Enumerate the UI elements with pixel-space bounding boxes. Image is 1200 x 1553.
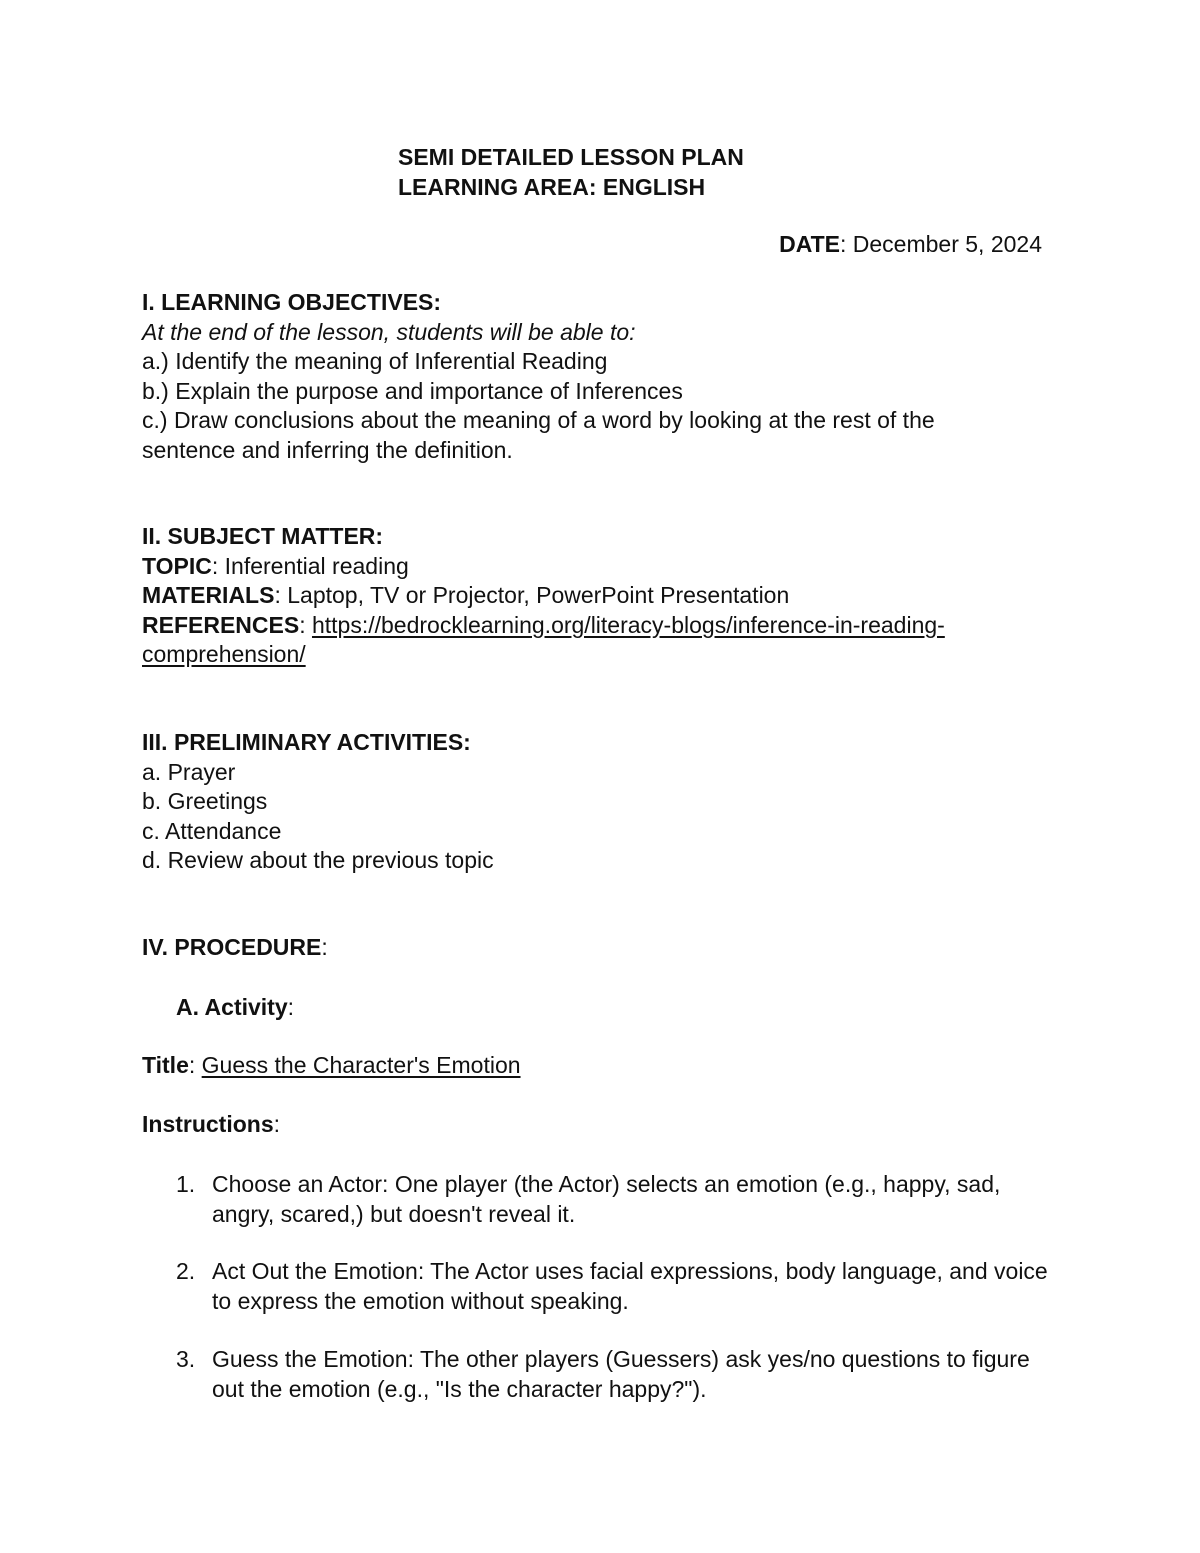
preliminary-section [142,728,1062,876]
objective-item: a.) Identify the meaning of Inferential Reading [142,348,608,375]
preliminary-item: a. Prayer [142,758,236,785]
objectives-section [142,288,1062,466]
instructions-wrap [142,1110,1062,1140]
activity-subheading [176,993,294,1023]
preliminary-item: d. Review about the previous topic [142,847,494,874]
step-text: Choose an Actor: One player (the Actor) selects an emotion (e.g., happy, sad, angry, scared,) but doesn't reveal it. [212,1171,1001,1227]
activity-title-separator: : [188,1052,202,1078]
reference-link-continued[interactable]: comprehension/ [142,641,306,668]
document-title-block [398,142,744,202]
date-value: December 5, 2024 [846,231,1042,257]
materials-label: MATERIALS [142,582,275,609]
step-text: Act Out the Emotion: The Actor uses facial expressions, body language, and voice to express the emotion without speaking. [212,1258,1048,1314]
topic-line [142,552,1062,582]
references-label: REFERENCES [142,611,300,638]
topic-label: TOPIC [142,552,212,579]
date-separator: : [839,231,847,257]
objective-item: b.) Explain the purpose and importance of Inferences [142,377,683,404]
document-title: SEMI DETAILED LESSON PLAN [398,144,744,170]
procedure-heading-separator: : [321,934,328,960]
reference-link[interactable]: https://bedrocklearning.org/literacy-blogs/inference-in-reading- [311,611,945,638]
objectives-heading: I. LEARNING OBJECTIVES: [142,289,442,315]
activity-title-wrap [142,1051,1062,1081]
objective-item: c.) Draw conclusions about the meaning of a word by looking at the rest of the [142,407,935,434]
preliminary-item: b. Greetings [142,788,268,815]
step-number: 1. [176,1171,196,1197]
date-line [779,230,1042,260]
preliminary-heading: III. PRELIMINARY ACTIVITIES: [142,729,471,755]
step-text: Guess the Emotion: The other players (Guessers) ask yes/no questions to figure out the emotion (e.g., "Is the character happy?"). [212,1346,1030,1402]
activity-title-value: Guess the Character's Emotion [201,1052,521,1078]
references-separator: : [299,611,312,638]
procedure-heading: IV. PROCEDURE [142,934,322,960]
subject-matter-section [142,522,1062,670]
objectives-intro: At the end of the lesson, students will be able to: [142,318,636,345]
procedure-heading-wrap [142,933,1062,963]
subject-matter-heading: II. SUBJECT MATTER: [142,523,384,549]
learning-area: LEARNING AREA: ENGLISH [398,174,706,200]
activity-title-label: Title [142,1052,189,1078]
procedure-heading-line [142,933,1062,963]
step-number: 2. [176,1258,196,1284]
objective-item-continued: sentence and inferring the definition. [142,436,513,463]
references-line [142,611,1062,641]
instructions-label: Instructions [142,1111,274,1137]
step-number: 3. [176,1346,196,1372]
topic-value: : Inferential reading [211,552,409,579]
instructions-separator: : [273,1111,281,1137]
date-label: DATE [779,231,840,257]
preliminary-item: c. Attendance [142,817,282,844]
activity-label: A. Activity [176,994,288,1020]
references-line-continued [142,640,1062,670]
instructions-line [142,1110,1062,1140]
activity-title-line [142,1051,1062,1081]
activity-separator: : [287,994,295,1020]
materials-line [142,581,1062,611]
materials-value: : Laptop, TV or Projector, PowerPoint Presentation [274,582,790,609]
